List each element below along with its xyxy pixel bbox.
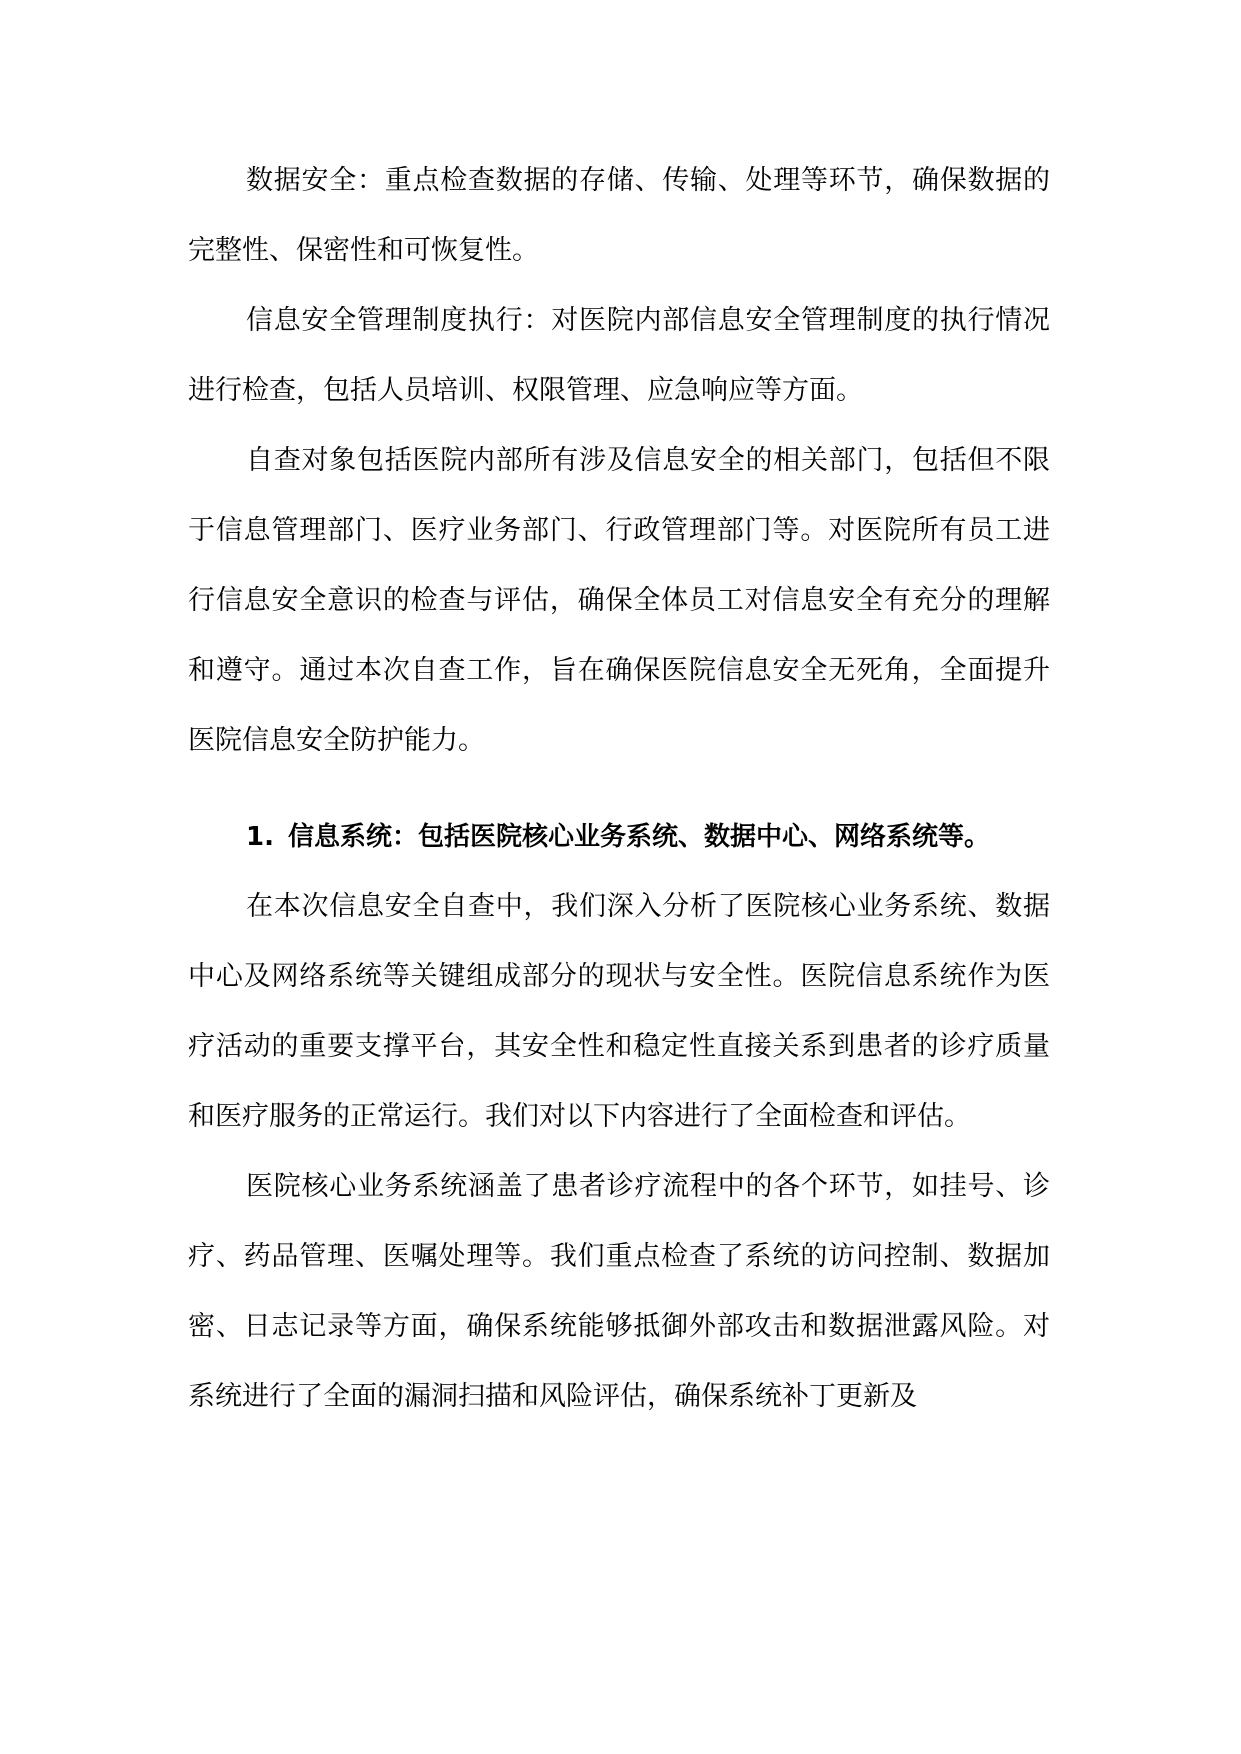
section-heading-number: 1. <box>246 822 274 852</box>
section-heading-text: 信息系统：包括医院核心业务系统、数据中心、网络系统等。 <box>287 822 990 852</box>
paragraph-system-analysis: 在本次信息安全自查中，我们深入分析了医院核心业务系统、数据中心及网络系统等关键组成部分的现状与安全性。医院信息系统作为医疗活动的重要支撑平台，其安全性和稳定性直接关系到患者的诊疗质量和医疗服务的正常运行。我们对以下内容进行了全面检查和评估。 <box>188 891 1050 1132</box>
paragraph-inspection-scope: 自查对象包括医院内部所有涉及信息安全的相关部门，包括但不限于信息管理部门、医疗业务部门、行政管理部门等。对医院所有员工进行信息安全意识的检查与评估，确保全体员工对信息安全有充分的理解和遵守。通过本次自查工作，旨在确保医院信息安全无死角，全面提升医院信息安全防护能力。 <box>188 445 1050 756</box>
paragraph-management-policy: 信息安全管理制度执行：对医院内部信息安全管理制度的执行情况进行检查，包括人员培训、权限管理、应急响应等方面。 <box>188 305 1050 406</box>
section-heading <box>188 802 1050 872</box>
section-spacer <box>188 776 1050 802</box>
paragraph-data-security: 数据安全：重点检查数据的存储、传输、处理等环节，确保数据的完整性、保密性和可恢复性。 <box>188 165 1050 266</box>
document-body <box>188 146 1050 1432</box>
paragraph-core-business-system: 医院核心业务系统涵盖了患者诊疗流程中的各个环节，如挂号、诊疗、药品管理、医嘱处理等。我们重点检查了系统的访问控制、数据加密、日志记录等方面，确保系统能够抵御外部攻击和数据泄露风险。对系统进行了全面的漏洞扫描和风险评估，确保系统补丁更新及 <box>188 1171 1050 1412</box>
